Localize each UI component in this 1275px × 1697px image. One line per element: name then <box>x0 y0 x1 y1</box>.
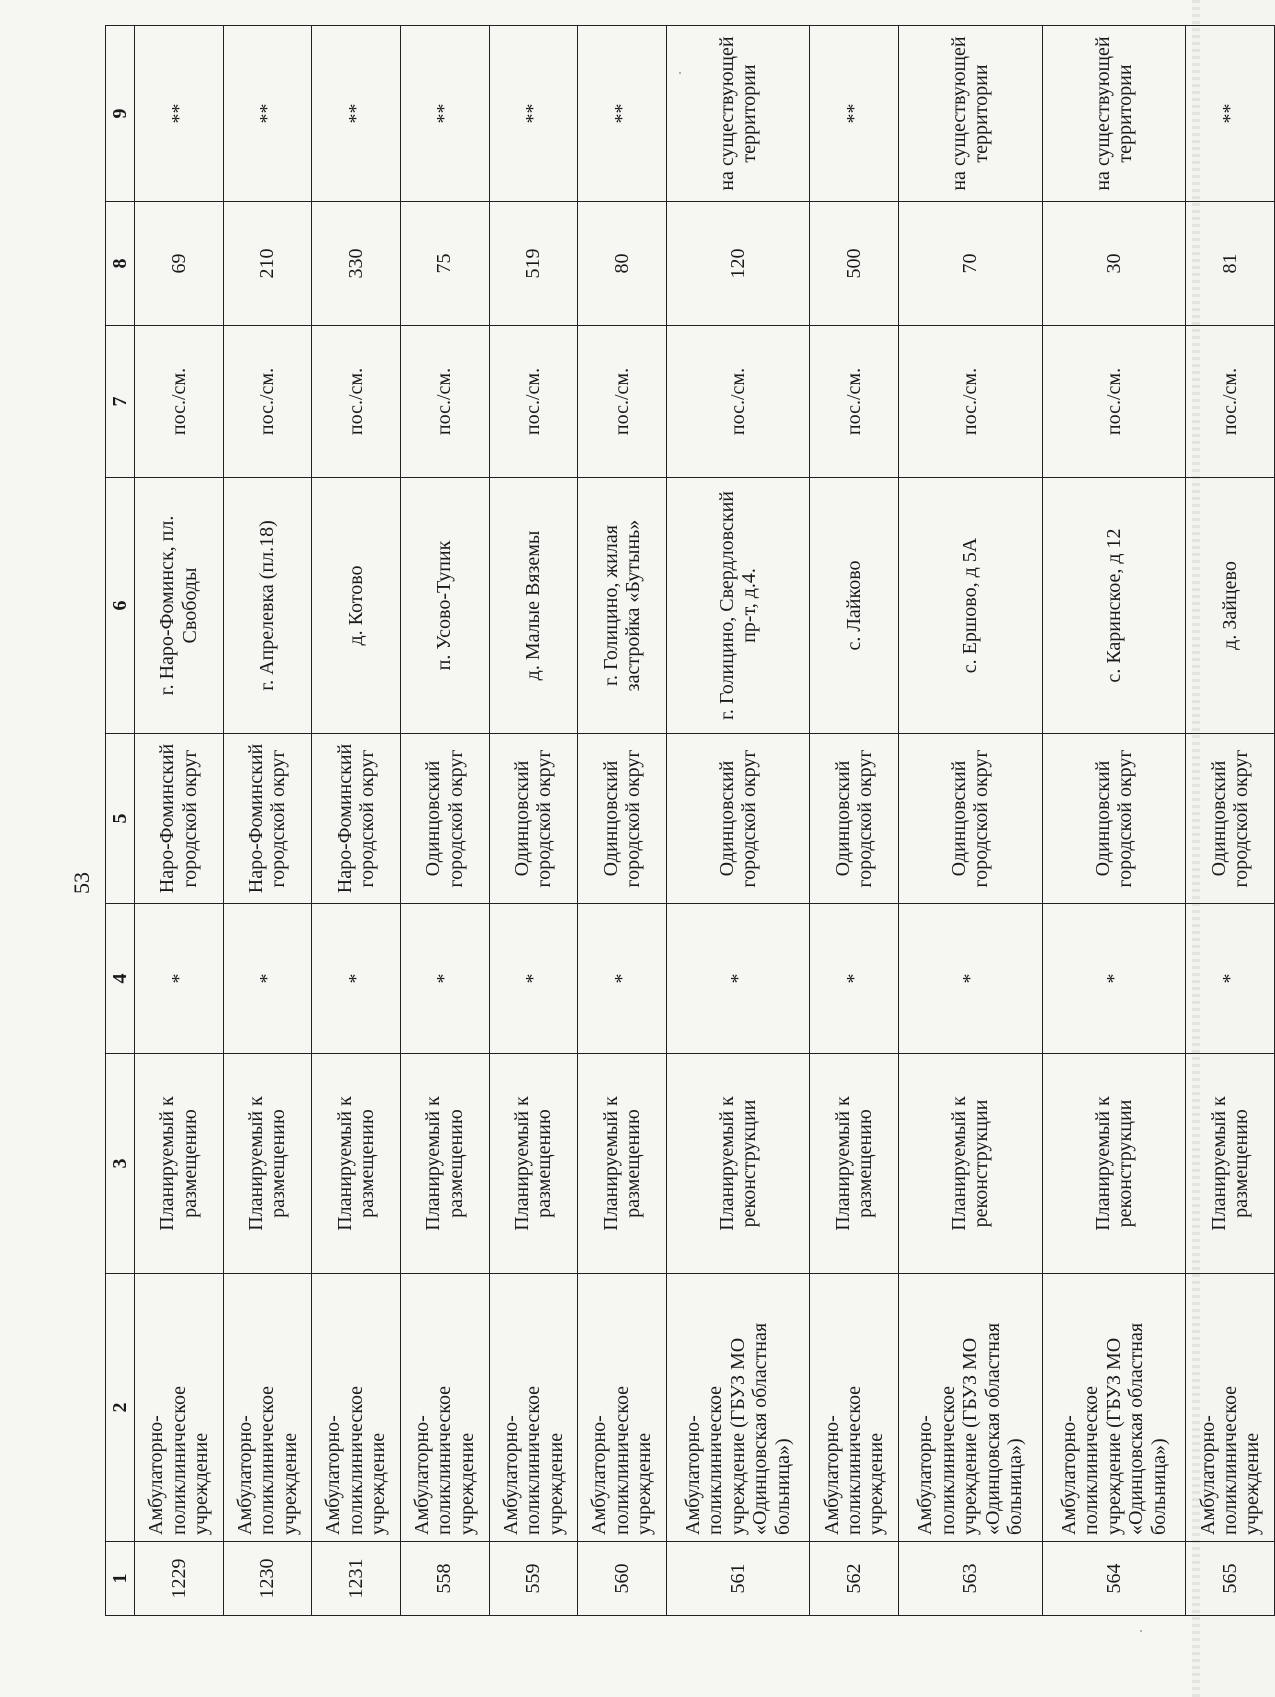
cell-type: Амбулаторно-поликлиническое учреждение <box>223 1274 312 1542</box>
cell-type: Амбулаторно-поликлиническое учреждение <box>489 1274 578 1542</box>
cell-address: с. Лайково <box>810 478 899 734</box>
cell-address: д. Котово <box>312 478 401 734</box>
cell-number: 1229 <box>135 1542 224 1616</box>
facilities-table <box>105 25 1275 1616</box>
col-header: 1 <box>106 1542 135 1616</box>
cell-unit: пос./см. <box>1042 326 1186 478</box>
cell-district: Наро-Фоминский городской округ <box>135 734 224 904</box>
table-row <box>135 26 224 1616</box>
cell-status: Планируемый к размещению <box>810 1054 899 1274</box>
cell-district: Наро-Фоминский городской округ <box>223 734 312 904</box>
cell-col4: * <box>312 904 401 1054</box>
cell-unit: пос./см. <box>135 326 224 478</box>
cell-unit: пос./см. <box>223 326 312 478</box>
cell-number: 560 <box>578 1542 667 1616</box>
cell-district: Наро-Фоминский городской округ <box>312 734 401 904</box>
cell-zone: ** <box>1186 26 1275 202</box>
cell-number: 558 <box>400 1542 489 1616</box>
cell-status: Планируемый к реконструкции <box>666 1054 810 1274</box>
cell-type: Амбулаторно-поликлиническое учреждение <box>312 1274 401 1542</box>
table-row <box>1186 26 1275 1616</box>
table-row <box>223 26 312 1616</box>
cell-type: Амбулаторно-поликлиническое учреждение (ГБУЗ МО «Одинцовская областная больница») <box>666 1274 810 1542</box>
cell-district: Одинцовский городской округ <box>400 734 489 904</box>
cell-zone: на существующей территории <box>1042 26 1186 202</box>
cell-number: 561 <box>666 1542 810 1616</box>
cell-zone: ** <box>810 26 899 202</box>
cell-unit: пос./см. <box>666 326 810 478</box>
cell-number: 565 <box>1186 1542 1275 1616</box>
cell-zone: ** <box>312 26 401 202</box>
cell-zone: ** <box>400 26 489 202</box>
col-header: 9 <box>106 26 135 202</box>
rotated-table-wrapper <box>105 26 1275 1616</box>
cell-unit: пос./см. <box>489 326 578 478</box>
table-row <box>1042 26 1186 1616</box>
cell-col4: * <box>578 904 667 1054</box>
col-header: 7 <box>106 326 135 478</box>
cell-district: Одинцовский городской округ <box>666 734 810 904</box>
cell-number: 559 <box>489 1542 578 1616</box>
cell-number: 1231 <box>312 1542 401 1616</box>
cell-capacity: 120 <box>666 202 810 326</box>
table-row <box>899 26 1043 1616</box>
cell-status: Планируемый к размещению <box>135 1054 224 1274</box>
cell-district: Одинцовский городской округ <box>489 734 578 904</box>
cell-capacity: 80 <box>578 202 667 326</box>
table-row <box>810 26 899 1616</box>
cell-col4: * <box>489 904 578 1054</box>
cell-zone: на существующей территории <box>666 26 810 202</box>
cell-zone: ** <box>135 26 224 202</box>
page-number: 53 <box>69 872 94 894</box>
cell-address: д. Малые Вяземы <box>489 478 578 734</box>
cell-status: Планируемый к размещению <box>312 1054 401 1274</box>
cell-unit: пос./см. <box>810 326 899 478</box>
cell-capacity: 330 <box>312 202 401 326</box>
col-header: 4 <box>106 904 135 1054</box>
cell-col4: * <box>135 904 224 1054</box>
cell-type: Амбулаторно-поликлиническое учреждение <box>1186 1274 1275 1542</box>
cell-capacity: 210 <box>223 202 312 326</box>
cell-address: с. Ершово, д 5А <box>899 478 1043 734</box>
cell-type: Амбулаторно-поликлиническое учреждение <box>578 1274 667 1542</box>
cell-type: Амбулаторно-поликлиническое учреждение <box>400 1274 489 1542</box>
cell-address: с. Каринское, д 12 <box>1042 478 1186 734</box>
cell-status: Планируемый к размещению <box>489 1054 578 1274</box>
cell-col4: * <box>223 904 312 1054</box>
cell-address: п. Усово-Тупик <box>400 478 489 734</box>
cell-status: Планируемый к размещению <box>400 1054 489 1274</box>
cell-address: г. Голицино, жилая застройка «Бутынь» <box>578 478 667 734</box>
cell-district: Одинцовский городской округ <box>810 734 899 904</box>
cell-address: д. Зайцево <box>1186 478 1275 734</box>
cell-unit: пос./см. <box>312 326 401 478</box>
cell-capacity: 70 <box>899 202 1043 326</box>
cell-zone: на существующей территории <box>899 26 1043 202</box>
cell-district: Одинцовский городской округ <box>578 734 667 904</box>
cell-col4: * <box>1186 904 1275 1054</box>
cell-status: Планируемый к размещению <box>223 1054 312 1274</box>
cell-district: Одинцовский городской округ <box>1186 734 1275 904</box>
cell-type: Амбулаторно-поликлиническое учреждение (ГБУЗ МО «Одинцовская областная больница») <box>899 1274 1043 1542</box>
cell-status: Планируемый к реконструкции <box>1042 1054 1186 1274</box>
table-row <box>666 26 810 1616</box>
cell-zone: ** <box>578 26 667 202</box>
cell-status: Планируемый к размещению <box>578 1054 667 1274</box>
cell-number: 1230 <box>223 1542 312 1616</box>
cell-address: г. Голицино, Свердловский пр-т, д.4. <box>666 478 810 734</box>
cell-unit: пос./см. <box>578 326 667 478</box>
cell-type: Амбулаторно-поликлиническое учреждение <box>810 1274 899 1542</box>
cell-capacity: 75 <box>400 202 489 326</box>
cell-zone: ** <box>223 26 312 202</box>
cell-capacity: 519 <box>489 202 578 326</box>
header-row <box>106 26 135 1616</box>
table-row <box>312 26 401 1616</box>
cell-address: г. Апрелевка (пл.18) <box>223 478 312 734</box>
cell-number: 563 <box>899 1542 1043 1616</box>
col-header: 8 <box>106 202 135 326</box>
cell-number: 564 <box>1042 1542 1186 1616</box>
cell-col4: * <box>1042 904 1186 1054</box>
col-header: 6 <box>106 478 135 734</box>
col-header: 2 <box>106 1274 135 1542</box>
cell-type: Амбулаторно-поликлиническое учреждение (ГБУЗ МО «Одинцовская областная больница») <box>1042 1274 1186 1542</box>
cell-capacity: 69 <box>135 202 224 326</box>
cell-number: 562 <box>810 1542 899 1616</box>
col-header: 3 <box>106 1054 135 1274</box>
cell-district: Одинцовский городской округ <box>1042 734 1186 904</box>
cell-col4: * <box>810 904 899 1054</box>
cell-capacity: 30 <box>1042 202 1186 326</box>
cell-status: Планируемый к размещению <box>1186 1054 1275 1274</box>
cell-type: Амбулаторно-поликлиническое учреждение <box>135 1274 224 1542</box>
cell-zone: ** <box>489 26 578 202</box>
cell-status: Планируемый к реконструкции <box>899 1054 1043 1274</box>
cell-col4: * <box>400 904 489 1054</box>
cell-capacity: 81 <box>1186 202 1275 326</box>
cell-capacity: 500 <box>810 202 899 326</box>
table-row <box>489 26 578 1616</box>
table-row <box>578 26 667 1616</box>
cell-col4: * <box>666 904 810 1054</box>
cell-unit: пос./см. <box>400 326 489 478</box>
scan-speck <box>1140 1630 1142 1632</box>
cell-district: Одинцовский городской округ <box>899 734 1043 904</box>
cell-address: г. Наро-Фоминск, пл. Свободы <box>135 478 224 734</box>
cell-col4: * <box>899 904 1043 1054</box>
table-row <box>400 26 489 1616</box>
cell-unit: пос./см. <box>1186 326 1275 478</box>
col-header: 5 <box>106 734 135 904</box>
cell-unit: пос./см. <box>899 326 1043 478</box>
